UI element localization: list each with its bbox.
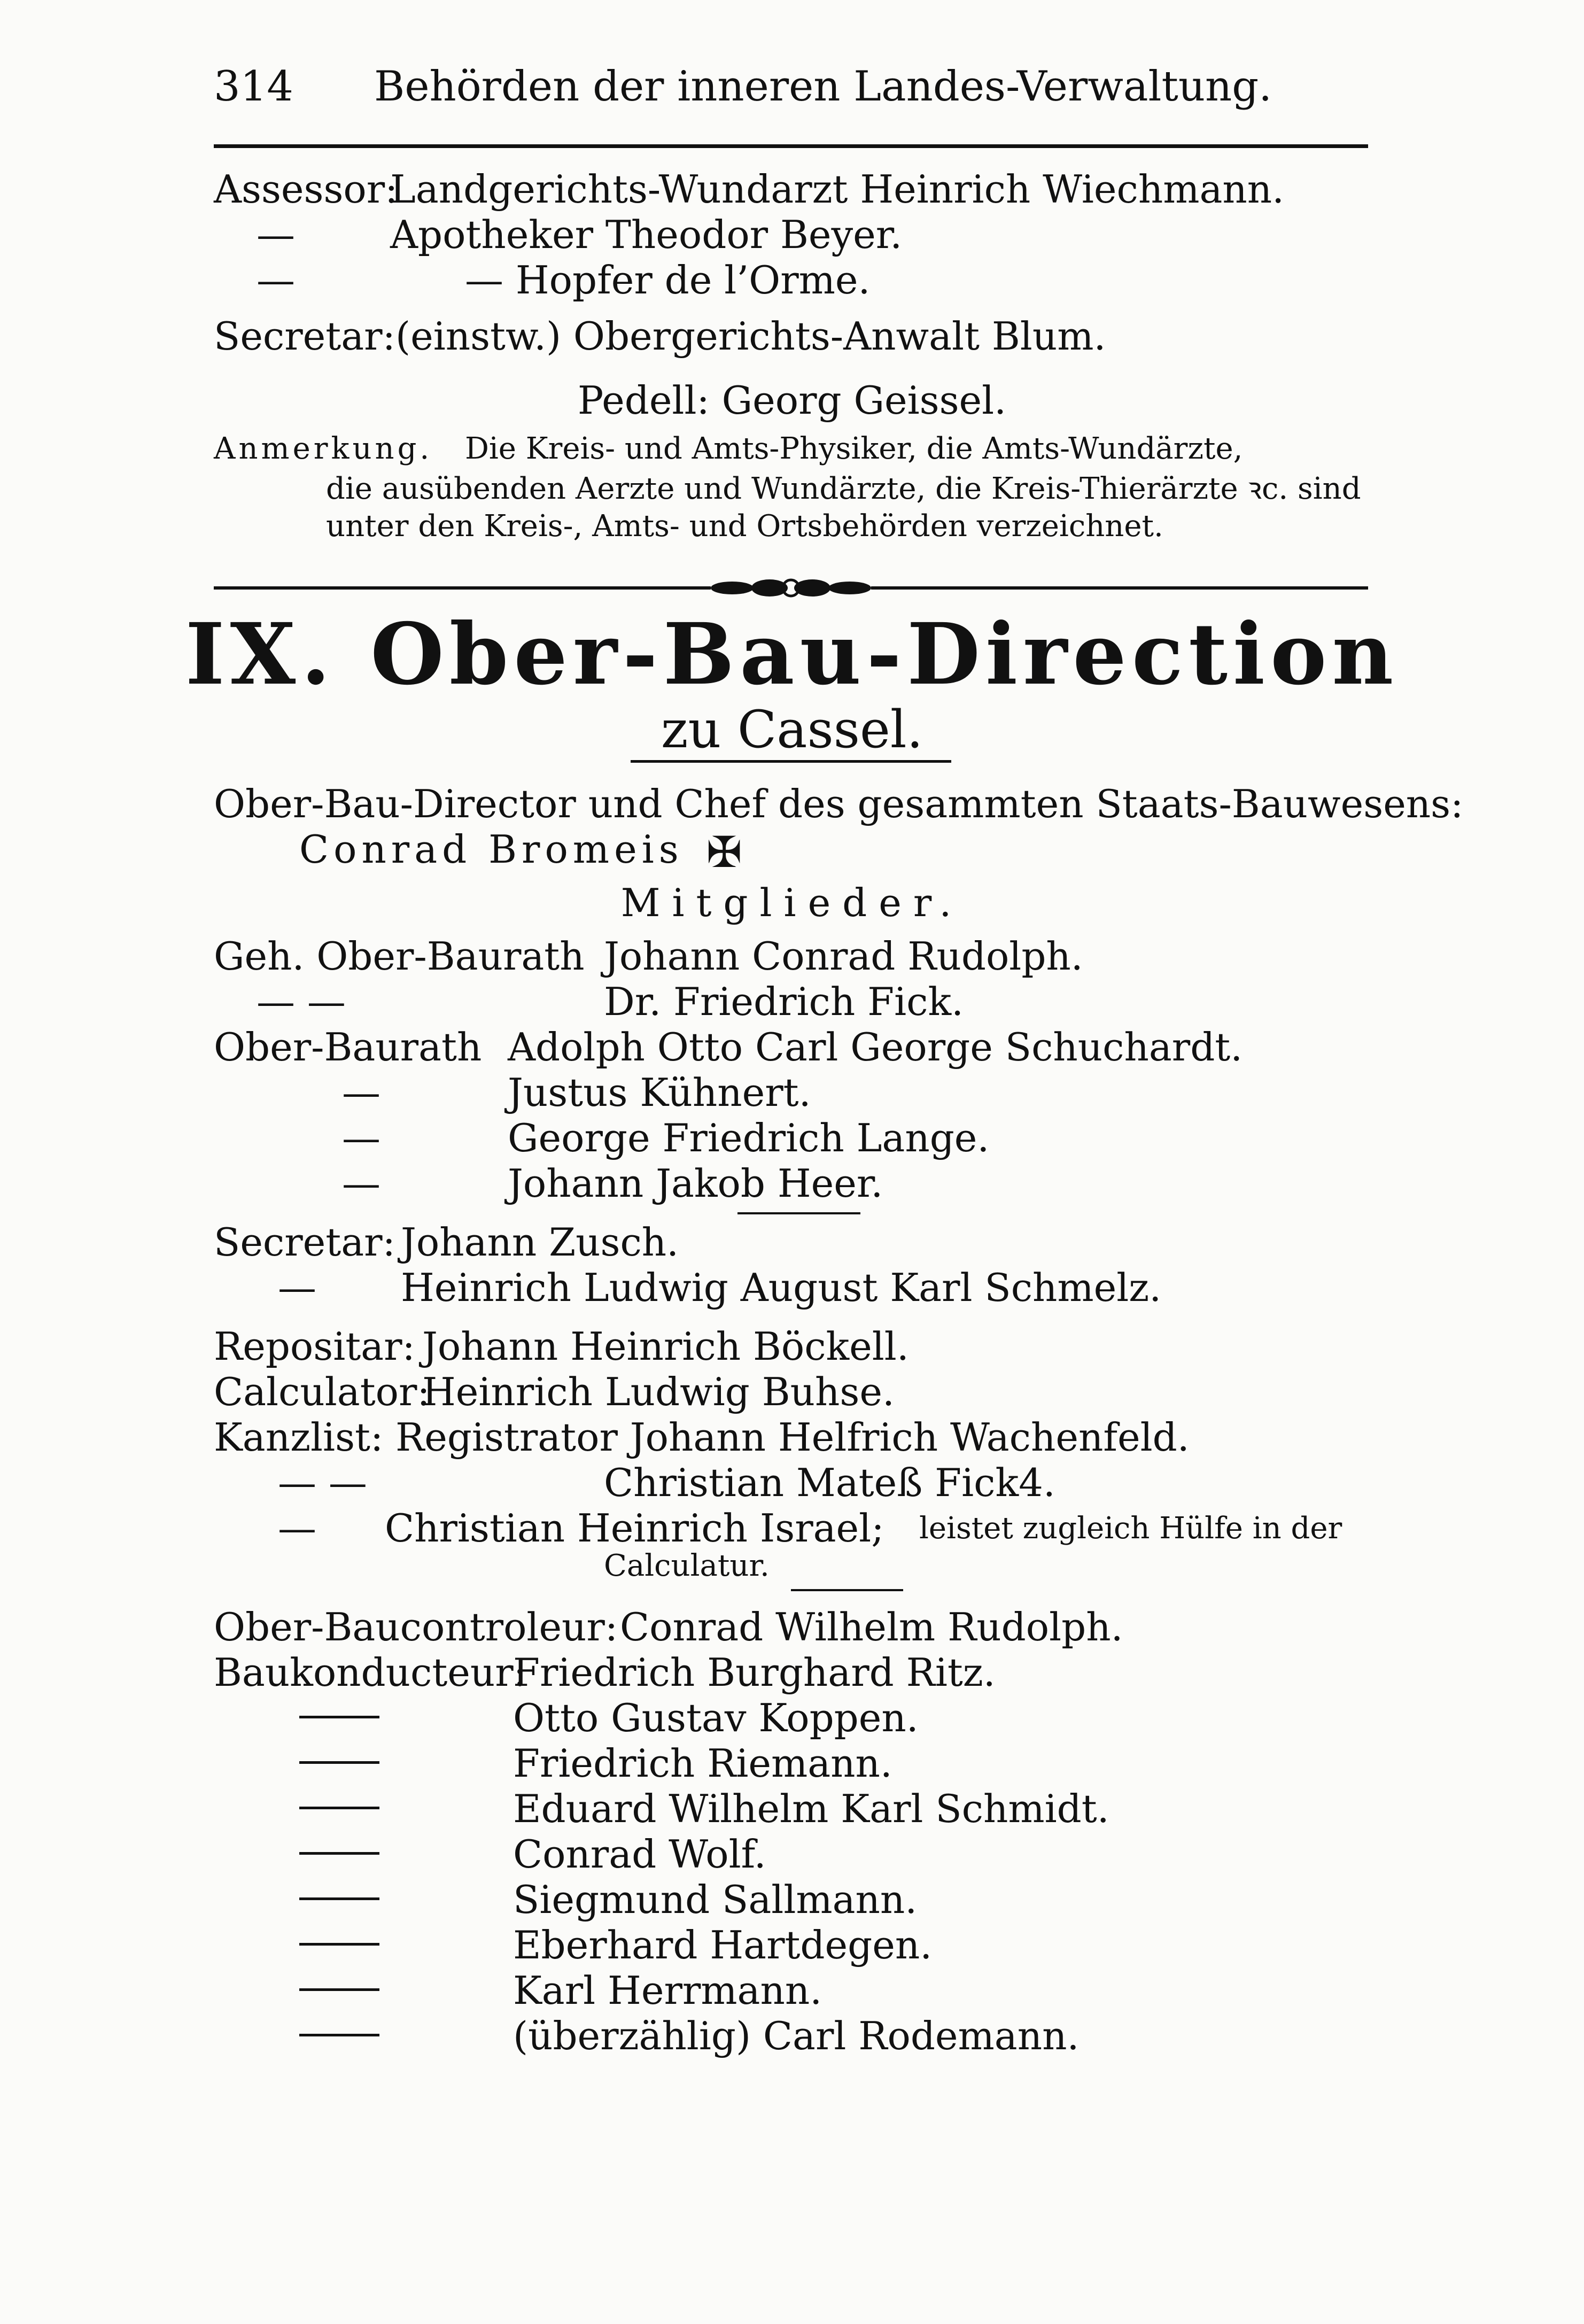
- secretar-name: Johann Zusch.: [401, 1220, 679, 1265]
- assessor-line-3: — Hopfer de l’Orme.: [465, 258, 871, 303]
- baukonducteur-name: Otto Gustav Koppen.: [513, 1695, 919, 1740]
- member-label: — —: [257, 979, 346, 1024]
- anmerkung-line-1: Die Kreis- und Amts-Physiker, die Amts-Wundärzte,: [465, 431, 1243, 466]
- anmerkung-line-3: unter den Kreis-, Amts- und Ortsbehörden verzeichnet.: [326, 509, 1163, 544]
- member-label: —: [342, 1070, 381, 1115]
- baukonducteur-label: Baukonducteur:: [214, 1650, 526, 1695]
- director-name: Conrad Bromeis: [299, 827, 684, 872]
- secretar-dash: —: [278, 1265, 316, 1310]
- baucontroleur-name: Conrad Wilhelm Rudolph.: [620, 1605, 1123, 1649]
- pedell-line: Pedell: Georg Geissel.: [577, 378, 1007, 423]
- baukonducteur-name: Eberhard Hartdegen.: [513, 1923, 933, 1967]
- anmerkung-label: Anmerkung.: [214, 431, 433, 466]
- subtitle-rule: [631, 760, 951, 763]
- ditto-dash: [299, 2034, 379, 2036]
- assessor-line-2: Apotheker Theodor Beyer.: [390, 212, 903, 257]
- kanzlist-name: Registrator Johann Helfrich Wachenfeld.: [395, 1415, 1190, 1460]
- cross-icon: ✠: [706, 827, 742, 877]
- baukonducteur-name: Friedrich Burghard Ritz.: [513, 1650, 996, 1695]
- member-name: Adolph Otto Carl George Schuchardt.: [508, 1025, 1243, 1070]
- baukonducteur-name: Conrad Wolf.: [513, 1832, 766, 1877]
- kanzlist-name: Christian Heinrich Israel;: [385, 1506, 884, 1551]
- kanzlist-dash: —: [278, 1506, 316, 1551]
- ornament-divider: [214, 575, 1368, 601]
- member-name: George Friedrich Lange.: [508, 1115, 990, 1160]
- baukonducteur-name: Friedrich Riemann.: [513, 1741, 892, 1786]
- ditto-dash: [299, 1807, 379, 1809]
- kanzlist-note-cont: Calculatur.: [604, 1548, 770, 1583]
- divider: [791, 1589, 903, 1591]
- secretar-top-label: Secretar:: [214, 314, 395, 359]
- baukonducteur-name: (überzählig) Carl Rodemann.: [513, 2013, 1080, 2058]
- calculator-label: Calculator:: [214, 1369, 430, 1414]
- member-name: Justus Kühnert.: [508, 1070, 811, 1115]
- baukonducteur-name: Siegmund Sallmann.: [513, 1877, 918, 1922]
- section-title: IX. Ober-Bau-Direction: [185, 605, 1399, 704]
- section-subtitle: zu Cassel.: [661, 700, 923, 760]
- ditto-dash: [299, 1988, 379, 1991]
- page-number: 314: [214, 63, 293, 111]
- assessor-dash-3: —: [257, 258, 295, 303]
- member-name: Johann Conrad Rudolph.: [604, 934, 1083, 979]
- ditto-dash: [299, 1852, 379, 1855]
- ditto-dash: [299, 1943, 379, 1946]
- mitglieder-heading: Mitglieder.: [620, 880, 964, 925]
- ditto-dash: [299, 1897, 379, 1900]
- member-name: Johann Jakob Heer.: [508, 1161, 883, 1206]
- kanzlist-name: Christian Mateß Fick4.: [604, 1460, 1055, 1505]
- running-title: Behörden der inneren Landes-Verwaltung.: [374, 63, 1272, 111]
- baucontroleur-label: Ober-Baucontroleur:: [214, 1605, 618, 1649]
- director-name-row: [299, 826, 742, 876]
- divider: [737, 1212, 860, 1214]
- anmerkung-line-2: die ausübenden Aerzte und Wundärzte, die Kreis-Thierärzte ꝛc. sind: [326, 471, 1361, 506]
- repositar-label: Repositar:: [214, 1324, 415, 1369]
- member-label: —: [342, 1115, 381, 1160]
- baukonducteur-name: Karl Herrmann.: [513, 1968, 822, 2013]
- repositar-name: Johann Heinrich Böckell.: [422, 1324, 909, 1369]
- kanzlist-label: Kanzlist:: [214, 1415, 384, 1460]
- secretar-label: Secretar:: [214, 1220, 395, 1265]
- calculator-name: Heinrich Ludwig Buhse.: [422, 1369, 895, 1414]
- member-label: Geh. Ober-Baurath: [214, 934, 585, 979]
- member-label: Ober-Baurath: [214, 1025, 482, 1070]
- baukonducteur-name: Eduard Wilhelm Karl Schmidt.: [513, 1786, 1109, 1831]
- header-rule: [214, 144, 1368, 148]
- secretar-top-text: (einstw.) Obergerichts-Anwalt Blum.: [395, 314, 1106, 359]
- member-name: Dr. Friedrich Fick.: [604, 979, 964, 1024]
- director-line: Ober-Bau-Director und Chef des gesammten Staats-Bauwesens:: [214, 781, 1464, 826]
- assessor-line-1: Landgerichts-Wundarzt Heinrich Wiechmann.: [390, 167, 1285, 212]
- member-label: —: [342, 1161, 381, 1206]
- ditto-dash: [299, 1761, 379, 1764]
- assessor-label: Assessor:: [214, 167, 398, 212]
- kanzlist-note: leistet zugleich Hülfe in der: [919, 1511, 1342, 1546]
- kanzlist-dash: — —: [278, 1460, 367, 1505]
- ditto-dash: [299, 1716, 379, 1718]
- assessor-dash-2: —: [257, 212, 295, 257]
- secretar-name: Heinrich Ludwig August Karl Schmelz.: [401, 1265, 1162, 1310]
